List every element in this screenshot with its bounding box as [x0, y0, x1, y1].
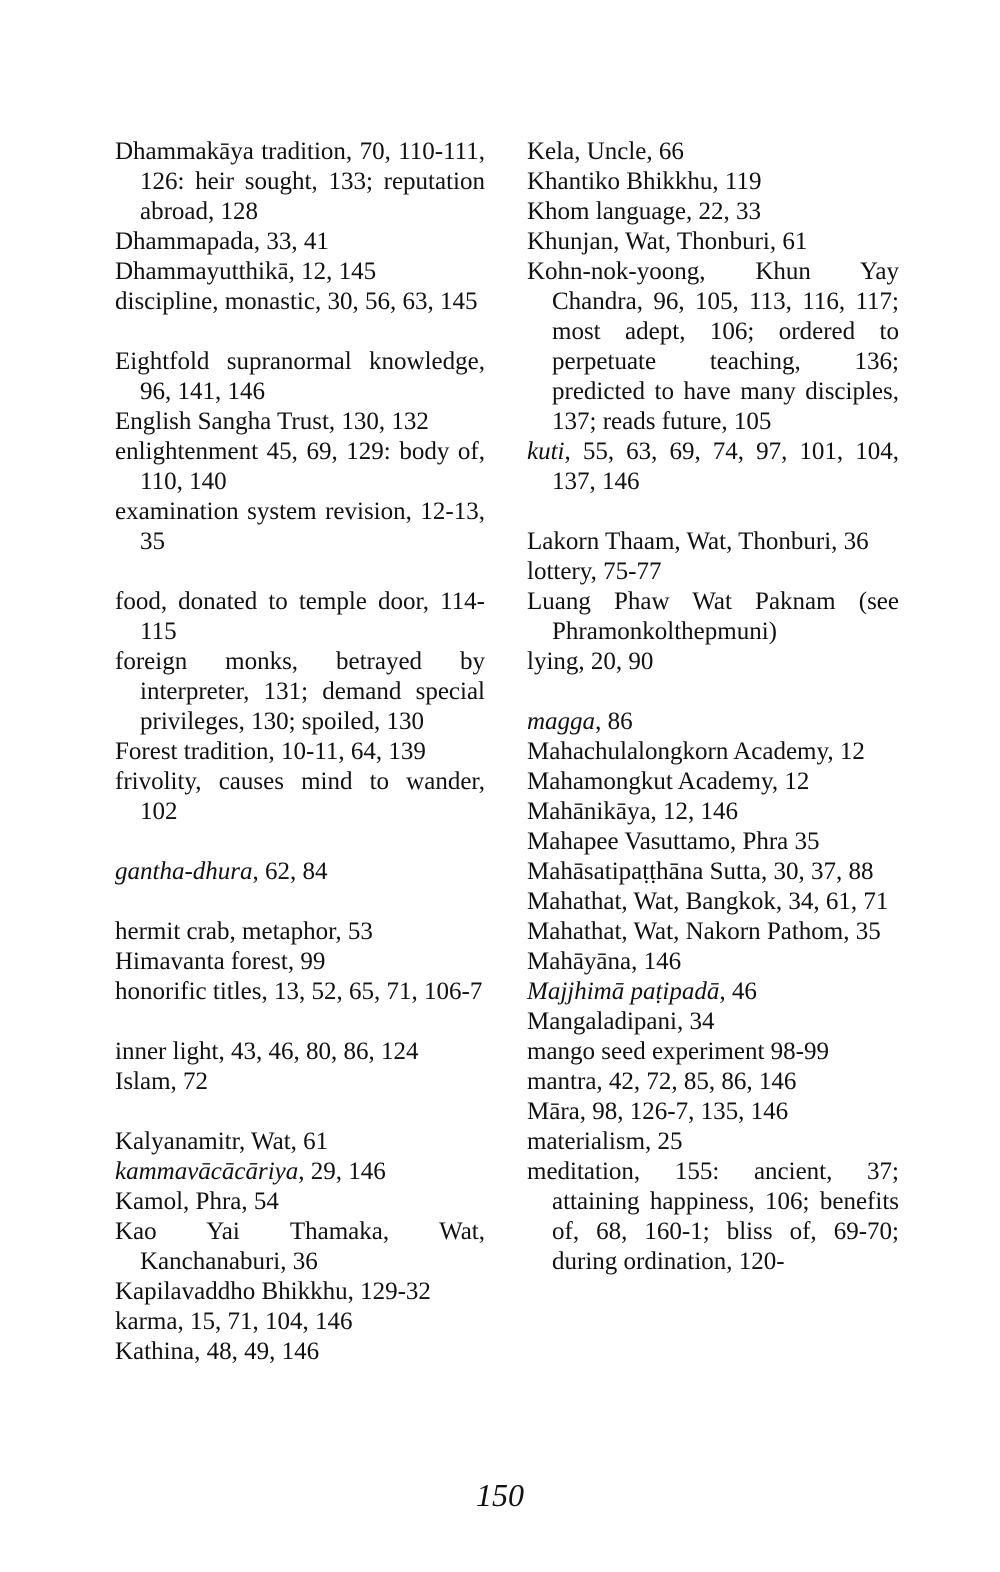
index-entry: food, donated to temple door, 114-115: [115, 588, 485, 645]
index-entry: Luang Phaw Wat Paknam (see Phramonkolthepmuni): [527, 588, 899, 645]
index-term-italic: kuti: [527, 438, 565, 465]
index-entry: Kao Yai Thamaka, Wat, Kanchanaburi, 36: [115, 1218, 485, 1275]
section-gap: [115, 1007, 485, 1037]
index-entry: [115, 1157, 485, 1187]
index-entry: Eightfold supranormal knowledge, 96, 141, 146: [115, 348, 485, 405]
index-entry: Mahānikāya, 12, 146: [527, 798, 739, 825]
index-entry: meditation, 155: ancient, 37; attaining happiness, 106; benefits of, 68, 160-1; bliss of, 69-70; during ordination, 120-: [527, 1158, 899, 1275]
index-entry: lying, 20, 90: [527, 648, 654, 675]
index-entry: Mahamongkut Academy, 12: [527, 768, 810, 795]
index-entry: [527, 437, 899, 497]
index-entry: Kela, Uncle, 66: [527, 138, 684, 165]
index-entry: Mahachulalongkorn Academy, 12: [527, 738, 865, 765]
section-gap: [527, 497, 899, 527]
index-entry: Khunjan, Wat, Thonburi, 61: [527, 228, 808, 255]
index-entry: Māra, 98, 126-7, 135, 146: [527, 1098, 789, 1125]
section-gap: [115, 317, 485, 347]
index-locators: , 29, 146: [298, 1158, 386, 1185]
index-entry: examination system revision, 12-13, 35: [115, 498, 485, 555]
index-entry: Mahāsatipaṭṭhāna Sutta, 30, 37, 88: [527, 858, 874, 885]
index-entry: [527, 707, 899, 737]
index-entry: Khantiko Bhikkhu, 119: [527, 168, 762, 195]
index-entry: Mahathat, Wat, Bangkok, 34, 61, 71: [527, 888, 889, 915]
index-entry: Kathina, 48, 49, 146: [115, 1338, 320, 1365]
index-entry: English Sangha Trust, 130, 132: [115, 408, 429, 435]
index-locators: , 86: [595, 708, 633, 735]
index-locators: , 62, 84: [252, 858, 328, 885]
index-entry: Dhammakāya tradition, 70, 110-111, 126: heir sought, 133; reputation abroad, 128: [115, 138, 485, 225]
index-entry: Kamol, Phra, 54: [115, 1188, 279, 1215]
index-entry: Islam, 72: [115, 1068, 209, 1095]
index-term-italic: Majjhimā paṭipadā: [527, 978, 720, 1005]
index-entry: lottery, 75-77: [527, 558, 662, 585]
index-entry: Forest tradition, 10-11, 64, 139: [115, 738, 426, 765]
index-entry: [527, 977, 899, 1007]
section-gap: [115, 557, 485, 587]
index-entry: Dhammapada, 33, 41: [115, 228, 329, 255]
index-entry: Himavanta forest, 99: [115, 948, 326, 975]
index-entry: Kapilavaddho Bhikkhu, 129-32: [115, 1278, 431, 1305]
index-entry: mantra, 42, 72, 85, 86, 146: [527, 1068, 797, 1095]
index-entry: hermit crab, metaphor, 53: [115, 918, 373, 945]
index-entry: Lakorn Thaam, Wat, Thonburi, 36: [527, 528, 869, 555]
index-entry: enlightenment 45, 69, 129: body of, 110, 140: [115, 438, 485, 495]
section-gap: [115, 827, 485, 857]
index-entry: Mahāyāna, 146: [527, 948, 682, 975]
index-entry: Dhammayutthikā, 12, 145: [115, 258, 377, 285]
section-gap: [115, 887, 485, 917]
section-gap: [115, 1097, 485, 1127]
index-entry: materialism, 25: [527, 1128, 683, 1155]
index-entry: Mahathat, Wat, Nakorn Pathom, 35: [527, 918, 881, 945]
index-entry: Kohn-nok-yoong, Khun Yay Chandra, 96, 105, 113, 116, 117; most adept, 106; ordered to perpetuate teaching, 136; predicted to have many disciples, 137; reads future, 105: [527, 258, 899, 435]
index-entry: [115, 857, 485, 887]
index-column-left: [115, 137, 485, 1367]
page-number: 150: [476, 1477, 524, 1513]
index-entry: discipline, monastic, 30, 56, 63, 145: [115, 288, 478, 315]
index-entry: karma, 15, 71, 104, 146: [115, 1308, 353, 1335]
index-term-italic: gantha-dhura: [115, 858, 253, 885]
index-entry: mango seed experiment 98-99: [527, 1038, 829, 1065]
index-entry: Mahapee Vasuttamo, Phra 35: [527, 828, 820, 855]
index-column-right: [527, 137, 899, 1277]
index-entry: Kalyanamitr, Wat, 61: [115, 1128, 329, 1155]
index-entry: Mangaladipani, 34: [527, 1008, 715, 1035]
index-term-italic: magga: [527, 708, 596, 735]
index-entry: foreign monks, betrayed by interpreter, 131; demand special privileges, 130; spoiled, 130: [115, 648, 485, 735]
index-entry: inner light, 43, 46, 80, 86, 124: [115, 1038, 419, 1065]
index-term-italic: kammavācācāriya: [115, 1158, 299, 1185]
index-locators: , 46: [719, 978, 757, 1005]
index-entry: Khom language, 22, 33: [527, 198, 761, 225]
index-locators: , 55, 63, 69, 74, 97, 101, 104, 137, 146: [552, 438, 899, 495]
section-gap: [527, 677, 899, 707]
index-entry: frivolity, causes mind to wander, 102: [115, 768, 485, 825]
index-entry: honorific titles, 13, 52, 65, 71, 106-7: [115, 978, 483, 1005]
